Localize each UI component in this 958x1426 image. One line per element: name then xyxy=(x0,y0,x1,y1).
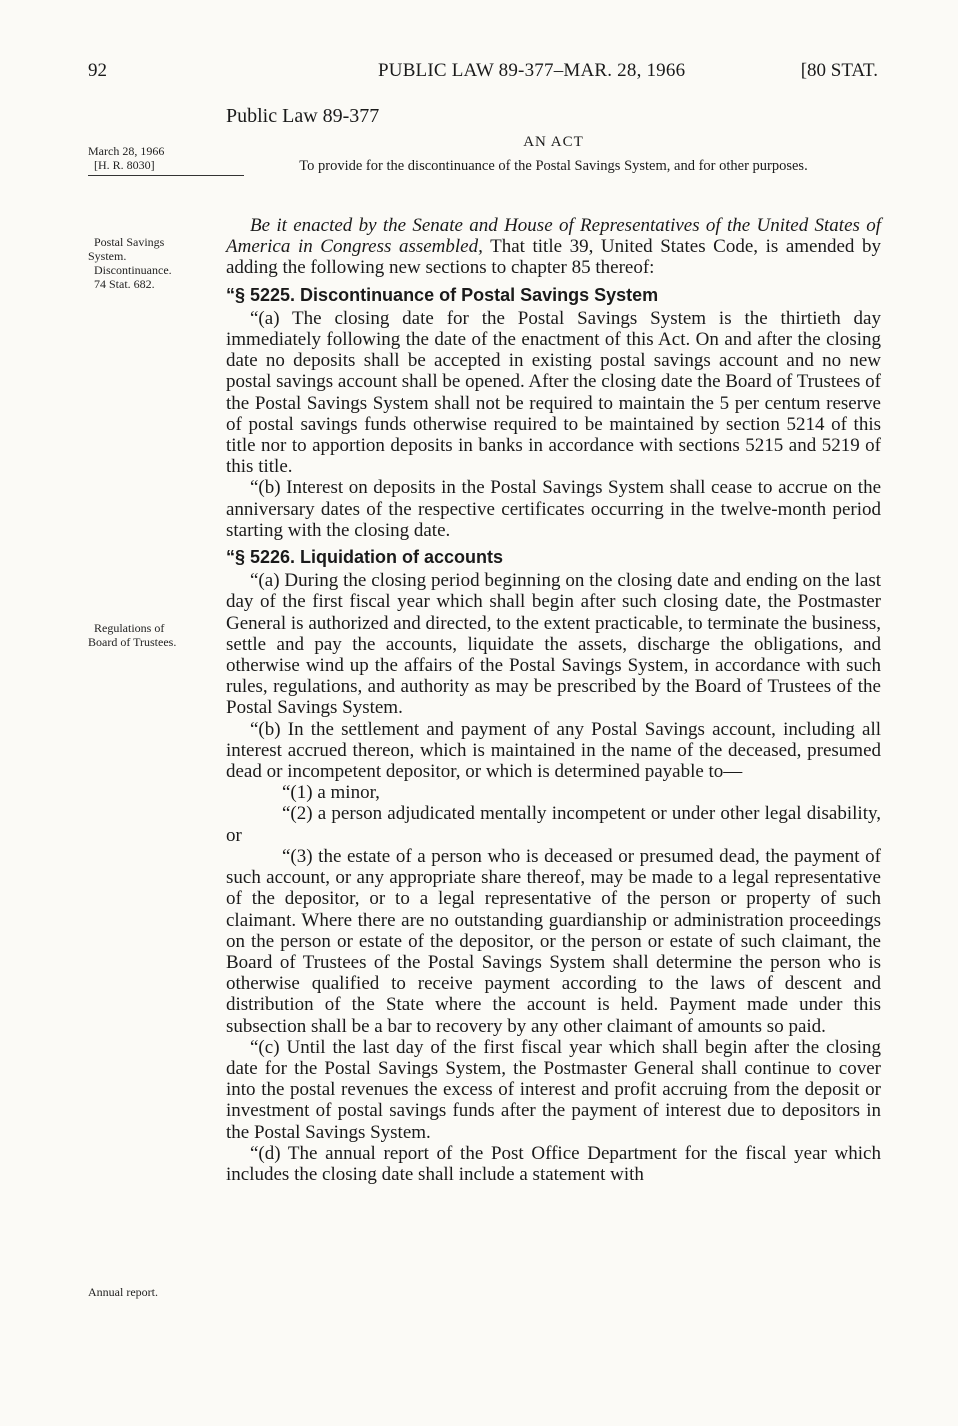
margin-regs-2: Board of Trustees. xyxy=(88,635,177,649)
enacting-clause-rest: That title 39, United States Code, is amended by adding the following new sections to chapter 85 thereof: xyxy=(226,236,881,279)
margin-note-postal xyxy=(88,235,216,291)
margin-postal-1: Postal Savings xyxy=(94,235,165,249)
section-5225-b: “(b) Interest on deposits in the Postal Savings System shall cease to accrue on the anniversary dates of the respective certificates occurring in the twelve-month period starting with the closing date. xyxy=(226,477,881,541)
enacting-clause xyxy=(226,215,881,279)
margin-rule xyxy=(88,175,244,176)
margin-bill: [H. R. 8030] xyxy=(94,158,155,172)
list-item-1: “(1) a minor, xyxy=(282,782,380,804)
list-item-2: “(2) a person adjudicated mentally incompetent or under other legal disability, or xyxy=(226,803,881,846)
margin-date: March 28, 1966 xyxy=(88,144,165,158)
header-title: PUBLIC LAW 89-377–MAR. 28, 1966 xyxy=(378,60,686,81)
page-number: 92 xyxy=(88,60,107,81)
section-5226-a: “(a) During the closing period beginning on the closing date and ending on the last day of the first fiscal year which shall begin after such closing date, the Postmaster General is authorized and directed, to the extent practicable, to terminate the business, settle and pay the accounts, liquidate the assets, discharge the obligations, and otherwise wind up the affairs of the Postal Savings System, in accordance with such rules, regulations, and authority as may be prescribed by the Board of Trustees of the Postal Savings System. xyxy=(226,570,881,719)
section-5226-c: “(c) Until the last day of the first fiscal year which shall begin after the closing date for the Postal Savings System, the Postmaster General shall continue to cover into the postal revenues the excess of interest and profit accruing from the deposit or investment of postal savings funds after the payment of interest due to depositors in the Postal Savings System. xyxy=(226,1036,881,1143)
section-5225-a: “(a) The closing date for the Postal Savings System is the thirtieth day immediately following the date of the enactment of this Act. On and after the closing date no deposits shall be accepted in existing postal savings account and no new postal savings account shall be opened. After the closing date the Board of Trustees of the Postal Savings System shall not be required to maintain the 5 per centum reserve of postal savings funds otherwise required to be maintained by section 5214 of this title nor to apportion deposits in banks in accordance with sections 5215 and 5219 of this title. xyxy=(226,307,881,478)
margin-postal-2: System. xyxy=(88,249,127,263)
document-body xyxy=(226,215,881,1185)
list-item-3: “(3) the estate of a person who is deceased or presumed dead, the payment of such account, or any appropriate share thereof, may be made to a legal representative of the depositor, or to a legal representative of the person or property of such claimant. Where there are no outstanding guardianship or administration proceedings on the person or estate of the depositor, or the person or estate of such claimant, the Board of Trustees of the Postal Savings System shall determine the person who is otherwise qualified to receive payment according to the laws of descent and distribution of the State where the account is held. Payment made under this subsection shall be a bar to recovery by any other claimant of amounts so paid. xyxy=(226,845,881,1037)
section-5226-heading: “§ 5226. Liquidation of accounts xyxy=(226,547,504,568)
section-5226-d: “(d) The annual report of the Post Office Department for the fiscal year which includes the closing date shall include a statement with xyxy=(226,1142,881,1185)
section-5226-b: “(b) In the settlement and payment of any Postal Savings account, including all interest accrued thereon, which is maintained in the name of the deceased, presumed dead or incompetent depositor, or which is determined payable to— xyxy=(226,718,881,783)
margin-postal-3: Discontinuance. xyxy=(94,263,172,277)
margin-regs-1: Regulations of xyxy=(94,621,165,635)
header-stat: [80 STAT. xyxy=(800,60,878,81)
law-title: Public Law 89-377 xyxy=(226,105,380,127)
enacting-clause-italic: Be it enacted by the Senate and House of Representatives of the United States of America in Congress assembled, xyxy=(226,215,881,258)
margin-note-date xyxy=(88,144,216,176)
act-label: AN ACT xyxy=(523,134,584,150)
margin-note-regulations xyxy=(88,621,216,649)
margin-annual: Annual report. xyxy=(88,1285,158,1299)
margin-postal-4: 74 Stat. 682. xyxy=(94,277,155,291)
act-purpose: To provide for the discontinuance of the Postal Savings System, and for other purposes. xyxy=(299,158,808,174)
section-5225-heading: “§ 5225. Discontinuance of Postal Savings System xyxy=(226,284,659,305)
margin-note-annual xyxy=(88,1285,216,1299)
running-header xyxy=(88,60,878,88)
